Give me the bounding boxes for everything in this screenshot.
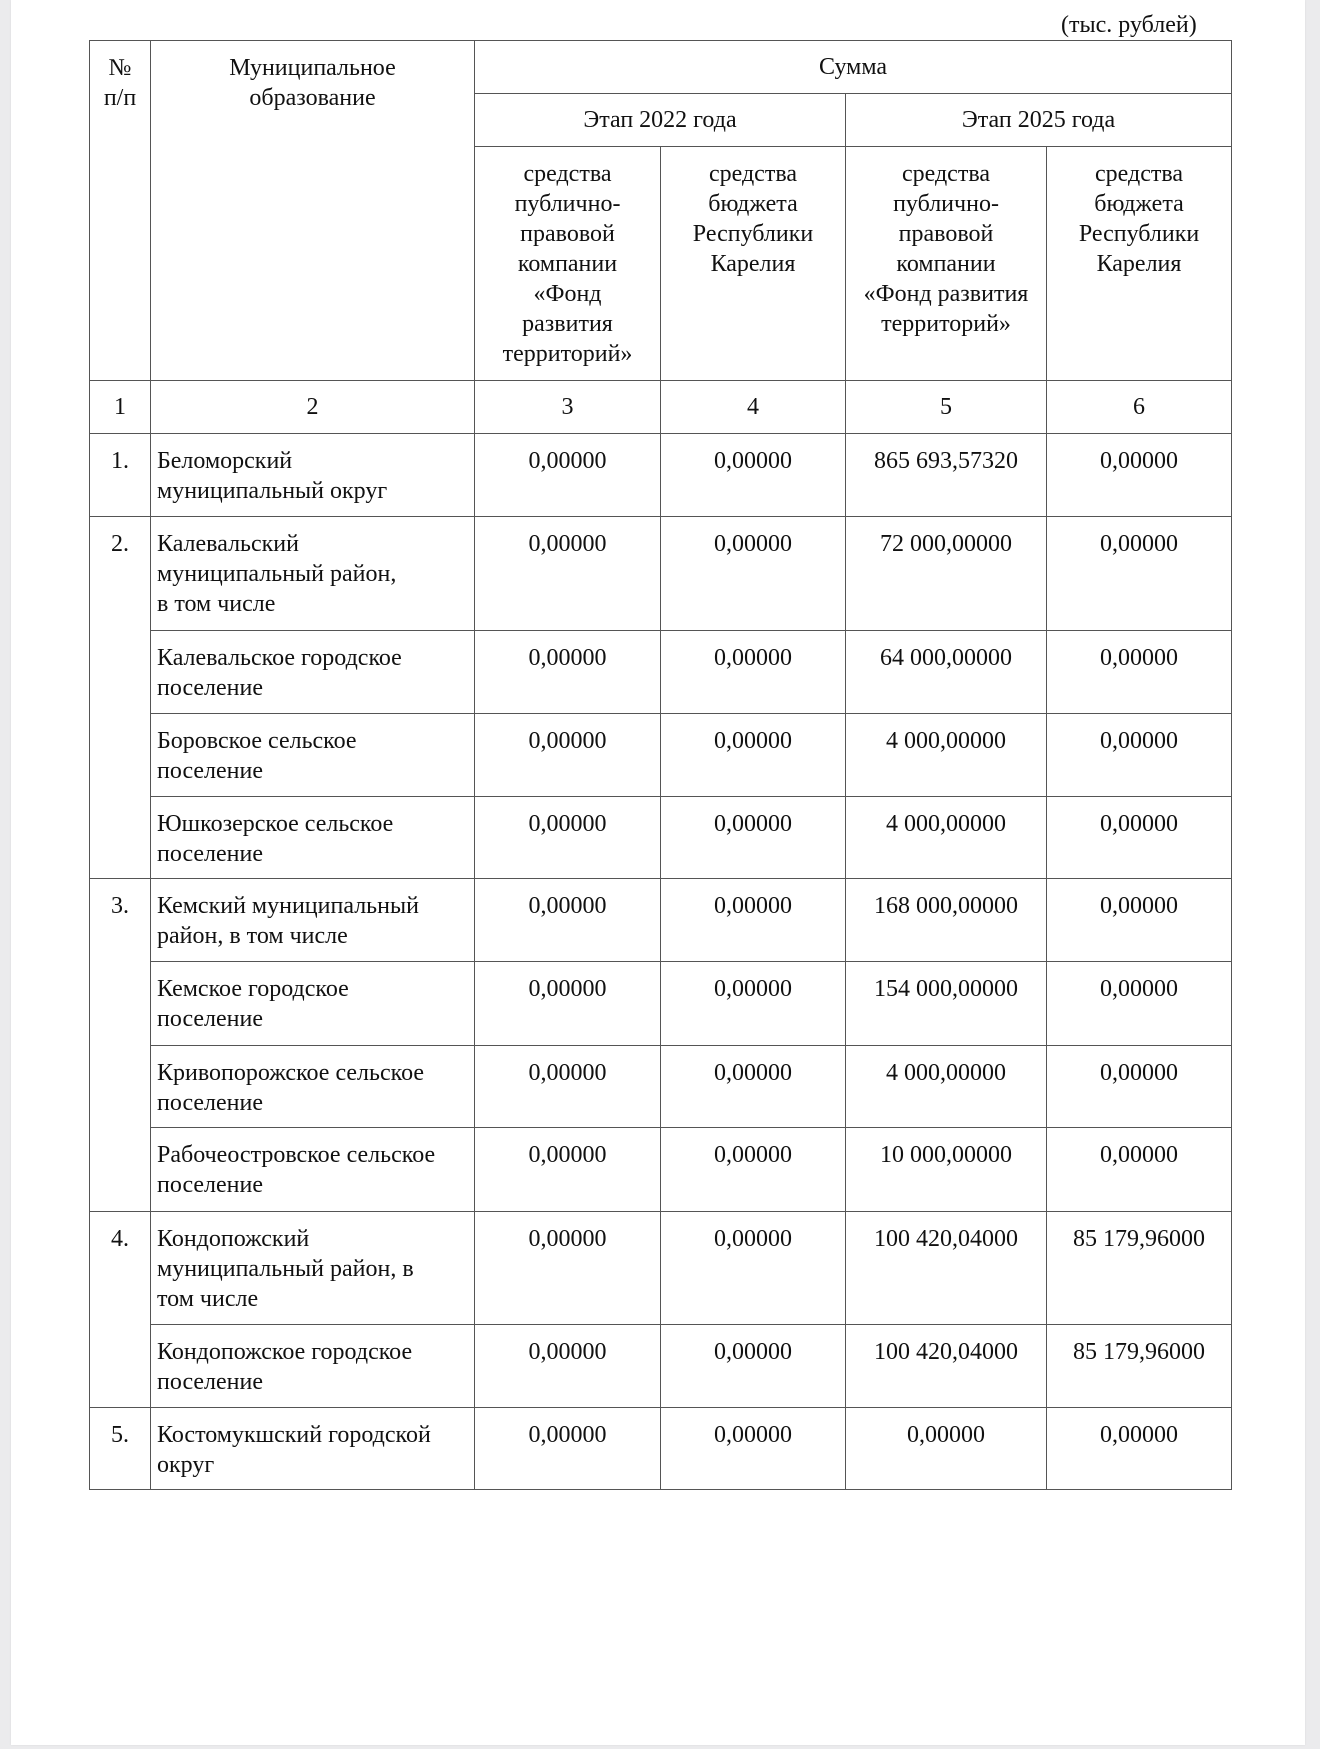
funding-table	[89, 40, 1232, 1490]
name-line: в том числе	[157, 591, 276, 617]
table-row	[90, 714, 1232, 797]
row-number: 5.	[90, 1408, 151, 1490]
value-2025-budget: 0,00000	[1047, 517, 1232, 631]
value-2022-fund: 0,00000	[475, 631, 661, 714]
value-2022-budget: 0,00000	[661, 879, 846, 962]
table-row	[90, 797, 1232, 879]
row-number: 1.	[90, 434, 151, 517]
header-col-no	[90, 41, 151, 381]
table-row	[90, 1212, 1232, 1325]
header-stage-2022: Этап 2022 года	[475, 94, 846, 147]
name-line: район, в том числе	[157, 923, 348, 949]
row-number: 2.	[90, 517, 151, 879]
row-number: 4.	[90, 1212, 151, 1408]
table-row	[90, 1046, 1232, 1128]
value-2025-budget: 0,00000	[1047, 879, 1232, 962]
value-2022-fund: 0,00000	[475, 714, 661, 797]
value-2025-budget: 0,00000	[1047, 1128, 1232, 1212]
name-line: поселение	[157, 1090, 264, 1116]
value-2022-fund: 0,00000	[475, 879, 661, 962]
name-line: поселение	[157, 758, 264, 784]
value-2022-fund: 0,00000	[475, 962, 661, 1046]
value-2025-fund: 4 000,00000	[846, 714, 1047, 797]
header-text: развития	[522, 311, 613, 337]
header-text: №	[108, 55, 132, 81]
header-text: «Фонд развития	[863, 281, 1029, 307]
value-2022-budget: 0,00000	[661, 1046, 846, 1128]
header-text: бюджета	[708, 191, 798, 217]
table-row	[90, 517, 1232, 631]
column-number: 3	[475, 381, 661, 434]
name-line: том числе	[157, 1286, 259, 1312]
header-text: Республики	[692, 221, 814, 247]
column-number: 4	[661, 381, 846, 434]
value-2025-fund: 865 693,57320	[846, 434, 1047, 517]
value-2025-fund: 0,00000	[846, 1408, 1047, 1490]
value-2025-budget: 0,00000	[1047, 797, 1232, 879]
municipality-name	[151, 1408, 475, 1490]
header-text: средства	[523, 161, 612, 187]
value-2025-fund: 10 000,00000	[846, 1128, 1047, 1212]
header-text: Республики	[1078, 221, 1200, 247]
header-text: «Фонд	[533, 281, 602, 307]
name-line: Кондопожское городское	[157, 1339, 413, 1365]
unit-label: (тыс. рублей)	[1061, 12, 1197, 38]
value-2025-budget: 0,00000	[1047, 714, 1232, 797]
name-line: Рабочеостровское сельское	[157, 1142, 436, 1168]
header-text: Муниципальное	[229, 55, 396, 81]
municipality-name	[151, 1046, 475, 1128]
column-number-row	[90, 381, 1232, 434]
value-2022-budget: 0,00000	[661, 962, 846, 1046]
value-2022-fund: 0,00000	[475, 1128, 661, 1212]
municipality-name	[151, 962, 475, 1046]
header-stage-2025: Этап 2025 года	[846, 94, 1232, 147]
name-line: поселение	[157, 1172, 264, 1198]
header-2022-fund	[475, 147, 661, 381]
column-number: 2	[151, 381, 475, 434]
name-line: Кемское городское	[157, 976, 349, 1002]
value-2025-fund: 4 000,00000	[846, 797, 1047, 879]
header-text: образование	[249, 85, 376, 111]
header-text: Карелия	[710, 251, 796, 277]
value-2022-fund: 0,00000	[475, 797, 661, 879]
column-number: 5	[846, 381, 1047, 434]
value-2025-budget: 0,00000	[1047, 631, 1232, 714]
name-line: поселение	[157, 1369, 264, 1395]
header-text: бюджета	[1094, 191, 1184, 217]
municipality-name	[151, 434, 475, 517]
table-row	[90, 631, 1232, 714]
value-2022-budget: 0,00000	[661, 797, 846, 879]
name-line: округ	[157, 1452, 215, 1478]
value-2025-budget: 0,00000	[1047, 434, 1232, 517]
municipality-name	[151, 1128, 475, 1212]
table-row	[90, 879, 1232, 962]
header-text: правовой	[898, 221, 994, 247]
name-line: Кривопорожское сельское	[157, 1060, 425, 1086]
header-text: территорий»	[502, 341, 633, 367]
value-2025-fund: 100 420,04000	[846, 1212, 1047, 1325]
header-text: территорий»	[881, 311, 1011, 337]
header-text: п/п	[103, 85, 137, 111]
table-row	[90, 1408, 1232, 1490]
header-text: компании	[896, 251, 996, 277]
value-2025-fund: 4 000,00000	[846, 1046, 1047, 1128]
name-line: муниципальный округ	[157, 478, 388, 504]
header-text: публично-	[514, 191, 621, 217]
value-2022-fund: 0,00000	[475, 517, 661, 631]
name-line: Калевальский	[157, 531, 299, 557]
value-2022-budget: 0,00000	[661, 631, 846, 714]
municipality-name	[151, 1212, 475, 1325]
header-2022-budget	[661, 147, 846, 381]
name-line: Костомукшский городской	[157, 1422, 431, 1448]
header-text: компании	[517, 251, 618, 277]
table-row	[90, 962, 1232, 1046]
value-2022-budget: 0,00000	[661, 517, 846, 631]
header-text: правовой	[520, 221, 615, 247]
value-2025-budget: 85 179,96000	[1047, 1212, 1232, 1325]
value-2022-budget: 0,00000	[661, 1212, 846, 1325]
header-row-1	[90, 41, 1232, 94]
value-2022-fund: 0,00000	[475, 434, 661, 517]
value-2022-budget: 0,00000	[661, 434, 846, 517]
header-text: средства	[708, 161, 797, 187]
name-line: муниципальный район,	[157, 561, 397, 587]
value-2025-fund: 154 000,00000	[846, 962, 1047, 1046]
header-text: средства	[901, 161, 990, 187]
table-row	[90, 1325, 1232, 1408]
name-line: Боровское сельское	[157, 728, 357, 754]
column-number: 6	[1047, 381, 1232, 434]
header-2025-budget	[1047, 147, 1232, 381]
name-line: Кондопожский	[157, 1226, 310, 1252]
column-number: 1	[90, 381, 151, 434]
value-2025-fund: 100 420,04000	[846, 1325, 1047, 1408]
municipality-name	[151, 631, 475, 714]
name-line: поселение	[157, 675, 264, 701]
value-2022-fund: 0,00000	[475, 1046, 661, 1128]
name-line: Кемский муниципальный	[157, 893, 419, 919]
municipality-name	[151, 714, 475, 797]
name-line: Беломорский	[157, 448, 293, 474]
row-number: 3.	[90, 879, 151, 1212]
name-line: поселение	[157, 1006, 264, 1032]
header-text: публично-	[893, 191, 999, 217]
municipality-name	[151, 879, 475, 962]
table-row	[90, 1128, 1232, 1212]
value-2025-fund: 168 000,00000	[846, 879, 1047, 962]
value-2022-budget: 0,00000	[661, 1325, 846, 1408]
value-2025-fund: 72 000,00000	[846, 517, 1047, 631]
value-2022-fund: 0,00000	[475, 1408, 661, 1490]
value-2022-fund: 0,00000	[475, 1212, 661, 1325]
header-col-municipality	[151, 41, 475, 381]
value-2022-budget: 0,00000	[661, 1128, 846, 1212]
value-2022-fund: 0,00000	[475, 1325, 661, 1408]
value-2025-budget: 0,00000	[1047, 1408, 1232, 1490]
name-line: поселение	[157, 841, 264, 867]
municipality-name	[151, 797, 475, 879]
value-2022-budget: 0,00000	[661, 714, 846, 797]
municipality-name	[151, 1325, 475, 1408]
value-2025-budget: 0,00000	[1047, 1046, 1232, 1128]
header-sum: Сумма	[475, 41, 1232, 94]
value-2025-budget: 0,00000	[1047, 962, 1232, 1046]
header-2025-fund	[846, 147, 1047, 381]
municipality-name	[151, 517, 475, 631]
table-row	[90, 434, 1232, 517]
value-2022-budget: 0,00000	[661, 1408, 846, 1490]
header-text: средства	[1095, 161, 1184, 187]
name-line: Калевальское городское	[157, 645, 402, 671]
name-line: Юшкозерское сельское	[157, 811, 394, 837]
name-line: муниципальный район, в	[157, 1256, 414, 1282]
value-2025-fund: 64 000,00000	[846, 631, 1047, 714]
value-2025-budget: 85 179,96000	[1047, 1325, 1232, 1408]
header-text: Карелия	[1096, 251, 1182, 277]
